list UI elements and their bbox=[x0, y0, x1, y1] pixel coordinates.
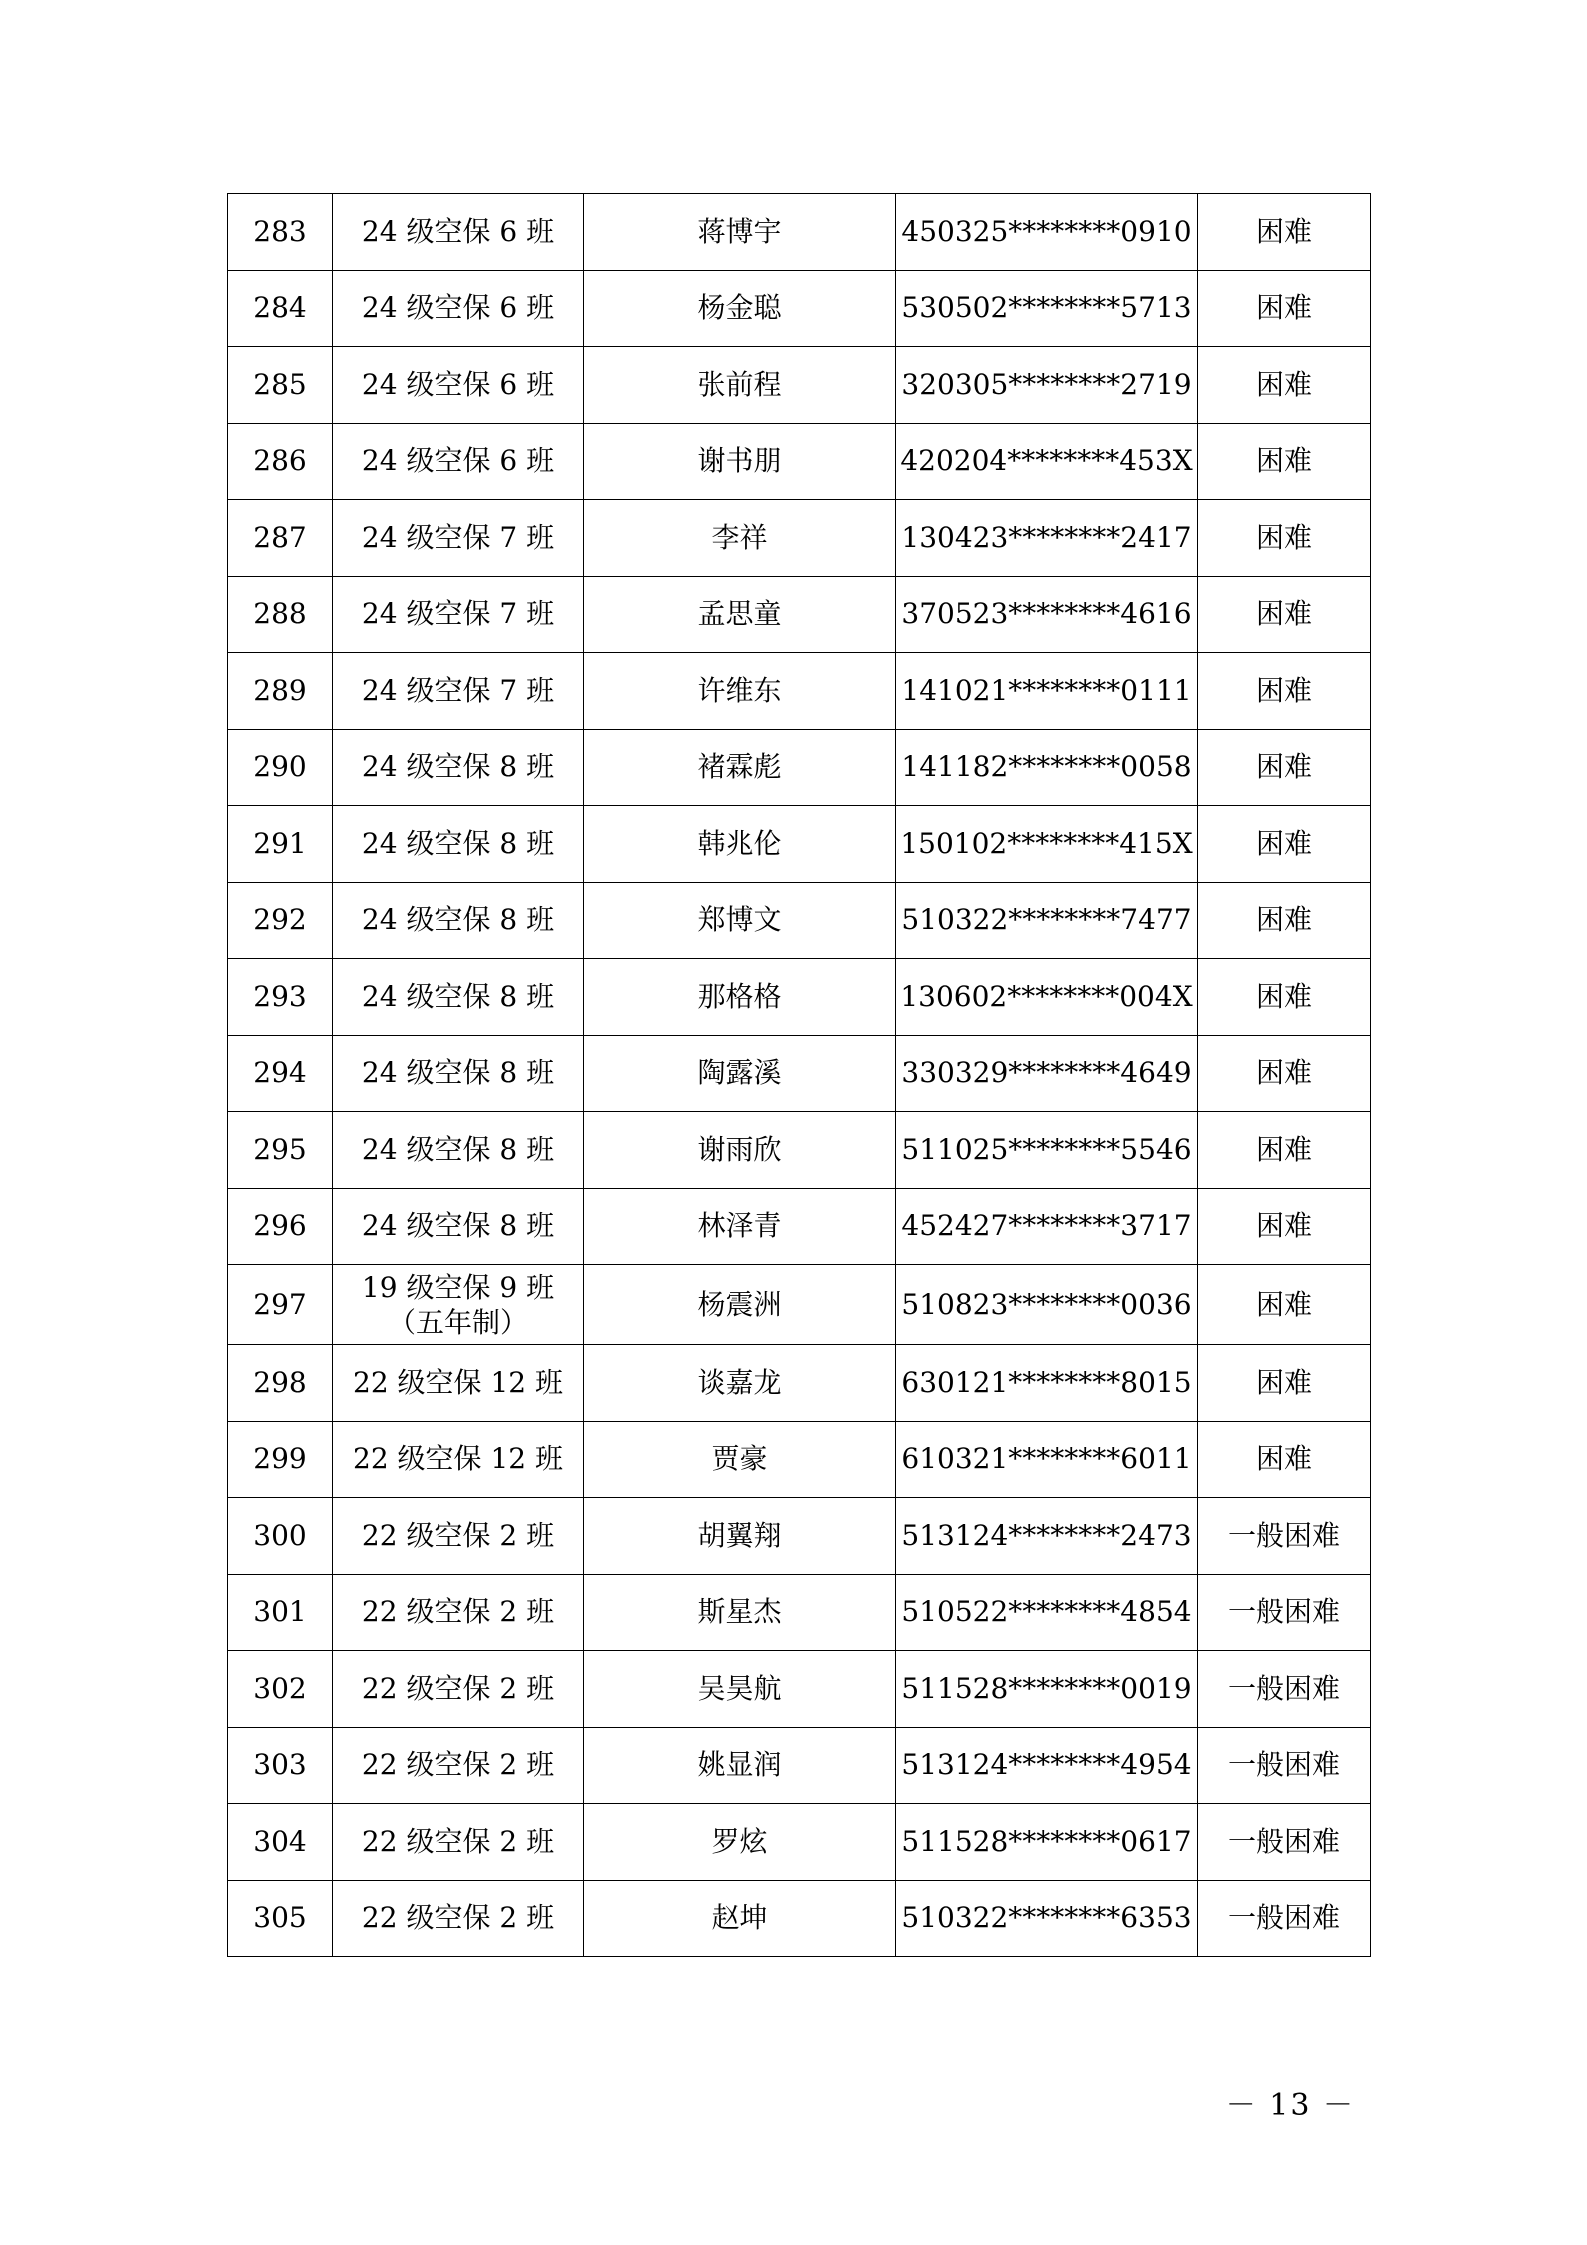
row-number: 292 bbox=[228, 882, 333, 959]
class-cell: 24 级空保 7 班 bbox=[333, 500, 584, 577]
difficulty-level-cell: 困难 bbox=[1198, 1035, 1371, 1112]
table-row bbox=[228, 1574, 1371, 1651]
name-cell: 谢雨欣 bbox=[584, 1112, 896, 1189]
row-number: 296 bbox=[228, 1188, 333, 1265]
difficulty-level-cell: 困难 bbox=[1198, 1421, 1371, 1498]
row-number: 287 bbox=[228, 500, 333, 577]
table-row bbox=[228, 1265, 1371, 1345]
row-number: 290 bbox=[228, 729, 333, 806]
name-cell: 陶露溪 bbox=[584, 1035, 896, 1112]
name-cell: 吴昊航 bbox=[584, 1651, 896, 1728]
class-cell: 24 级空保 8 班 bbox=[333, 1035, 584, 1112]
name-cell: 杨震洲 bbox=[584, 1265, 896, 1345]
table-row bbox=[228, 653, 1371, 730]
id-number-cell: 510322********7477 bbox=[896, 882, 1198, 959]
row-number: 304 bbox=[228, 1804, 333, 1881]
row-number: 297 bbox=[228, 1265, 333, 1345]
class-cell: 22 级空保 2 班 bbox=[333, 1651, 584, 1728]
difficulty-level-cell: 困难 bbox=[1198, 576, 1371, 653]
id-number-cell: 630121********8015 bbox=[896, 1345, 1198, 1422]
name-cell: 韩兆伦 bbox=[584, 806, 896, 883]
row-number: 294 bbox=[228, 1035, 333, 1112]
row-number: 291 bbox=[228, 806, 333, 883]
class-cell: 24 级空保 6 班 bbox=[333, 270, 584, 347]
table-row bbox=[228, 1345, 1371, 1422]
difficulty-level-cell: 困难 bbox=[1198, 347, 1371, 424]
class-cell: 24 级空保 6 班 bbox=[333, 194, 584, 271]
table-row bbox=[228, 806, 1371, 883]
id-number-cell: 510522********4854 bbox=[896, 1574, 1198, 1651]
class-cell: 22 级空保 2 班 bbox=[333, 1498, 584, 1575]
class-cell: 19 级空保 9 班（五年制） bbox=[333, 1265, 584, 1345]
row-number: 298 bbox=[228, 1345, 333, 1422]
row-number: 299 bbox=[228, 1421, 333, 1498]
class-cell: 24 级空保 8 班 bbox=[333, 882, 584, 959]
id-number-cell: 510322********6353 bbox=[896, 1880, 1198, 1957]
row-number: 284 bbox=[228, 270, 333, 347]
row-number: 288 bbox=[228, 576, 333, 653]
roster-body bbox=[228, 194, 1371, 1957]
class-cell: 24 级空保 8 班 bbox=[333, 1188, 584, 1265]
table-row bbox=[228, 959, 1371, 1036]
row-number: 300 bbox=[228, 1498, 333, 1575]
table-row bbox=[228, 1112, 1371, 1189]
id-number-cell: 420204********453X bbox=[896, 423, 1198, 500]
class-cell: 24 级空保 6 班 bbox=[333, 423, 584, 500]
name-cell: 胡翼翔 bbox=[584, 1498, 896, 1575]
difficulty-level-cell: 困难 bbox=[1198, 729, 1371, 806]
difficulty-level-cell: 一般困难 bbox=[1198, 1880, 1371, 1957]
table-row bbox=[228, 270, 1371, 347]
name-cell: 贾豪 bbox=[584, 1421, 896, 1498]
id-number-cell: 610321********6011 bbox=[896, 1421, 1198, 1498]
id-number-cell: 130602********004X bbox=[896, 959, 1198, 1036]
table-row bbox=[228, 729, 1371, 806]
name-cell: 褚霖彪 bbox=[584, 729, 896, 806]
table-row bbox=[228, 1804, 1371, 1881]
difficulty-level-cell: 一般困难 bbox=[1198, 1651, 1371, 1728]
table-row bbox=[228, 882, 1371, 959]
table-row bbox=[228, 1498, 1371, 1575]
class-cell: 22 级空保 2 班 bbox=[333, 1880, 584, 1957]
difficulty-level-cell: 困难 bbox=[1198, 882, 1371, 959]
difficulty-level-cell: 困难 bbox=[1198, 1112, 1371, 1189]
difficulty-level-cell: 困难 bbox=[1198, 1265, 1371, 1345]
row-number: 302 bbox=[228, 1651, 333, 1728]
table-row bbox=[228, 500, 1371, 577]
row-number: 285 bbox=[228, 347, 333, 424]
class-cell: 24 级空保 8 班 bbox=[333, 1112, 584, 1189]
difficulty-level-cell: 困难 bbox=[1198, 959, 1371, 1036]
name-cell: 杨金聪 bbox=[584, 270, 896, 347]
table-row bbox=[228, 1421, 1371, 1498]
row-number: 283 bbox=[228, 194, 333, 271]
class-cell: 24 级空保 7 班 bbox=[333, 653, 584, 730]
name-cell: 谢书朋 bbox=[584, 423, 896, 500]
id-number-cell: 370523********4616 bbox=[896, 576, 1198, 653]
class-cell: 22 级空保 2 班 bbox=[333, 1727, 584, 1804]
row-number: 303 bbox=[228, 1727, 333, 1804]
name-cell: 郑博文 bbox=[584, 882, 896, 959]
row-number: 305 bbox=[228, 1880, 333, 1957]
name-cell: 张前程 bbox=[584, 347, 896, 424]
class-cell: 24 级空保 8 班 bbox=[333, 806, 584, 883]
id-number-cell: 450325********0910 bbox=[896, 194, 1198, 271]
id-number-cell: 130423********2417 bbox=[896, 500, 1198, 577]
table-row bbox=[228, 1188, 1371, 1265]
difficulty-level-cell: 一般困难 bbox=[1198, 1804, 1371, 1881]
id-number-cell: 530502********5713 bbox=[896, 270, 1198, 347]
id-number-cell: 511025********5546 bbox=[896, 1112, 1198, 1189]
name-cell: 蒋博宇 bbox=[584, 194, 896, 271]
difficulty-level-cell: 困难 bbox=[1198, 1188, 1371, 1265]
table-row bbox=[228, 347, 1371, 424]
name-cell: 林泽青 bbox=[584, 1188, 896, 1265]
row-number: 295 bbox=[228, 1112, 333, 1189]
table-row bbox=[228, 576, 1371, 653]
table-row bbox=[228, 1651, 1371, 1728]
id-number-cell: 511528********0019 bbox=[896, 1651, 1198, 1728]
id-number-cell: 513124********2473 bbox=[896, 1498, 1198, 1575]
class-cell: 22 级空保 12 班 bbox=[333, 1421, 584, 1498]
name-cell: 罗炫 bbox=[584, 1804, 896, 1881]
difficulty-level-cell: 困难 bbox=[1198, 1345, 1371, 1422]
class-cell: 24 级空保 8 班 bbox=[333, 959, 584, 1036]
name-cell: 谈嘉龙 bbox=[584, 1345, 896, 1422]
difficulty-level-cell: 一般困难 bbox=[1198, 1574, 1371, 1651]
name-cell: 斯星杰 bbox=[584, 1574, 896, 1651]
difficulty-level-cell: 困难 bbox=[1198, 423, 1371, 500]
table-row bbox=[228, 194, 1371, 271]
name-cell: 孟思童 bbox=[584, 576, 896, 653]
id-number-cell: 452427********3717 bbox=[896, 1188, 1198, 1265]
class-cell: 22 级空保 2 班 bbox=[333, 1804, 584, 1881]
name-cell: 许维东 bbox=[584, 653, 896, 730]
name-cell: 赵坤 bbox=[584, 1880, 896, 1957]
row-number: 293 bbox=[228, 959, 333, 1036]
student-roster-table bbox=[227, 193, 1371, 1957]
difficulty-level-cell: 困难 bbox=[1198, 270, 1371, 347]
id-number-cell: 141021********0111 bbox=[896, 653, 1198, 730]
difficulty-level-cell: 困难 bbox=[1198, 806, 1371, 883]
table-row bbox=[228, 1727, 1371, 1804]
difficulty-level-cell: 困难 bbox=[1198, 653, 1371, 730]
id-number-cell: 330329********4649 bbox=[896, 1035, 1198, 1112]
class-cell: 24 级空保 6 班 bbox=[333, 347, 584, 424]
class-cell: 24 级空保 7 班 bbox=[333, 576, 584, 653]
name-cell: 姚显润 bbox=[584, 1727, 896, 1804]
class-cell: 22 级空保 12 班 bbox=[333, 1345, 584, 1422]
id-number-cell: 141182********0058 bbox=[896, 729, 1198, 806]
page-number: － 13 － bbox=[1225, 2088, 1355, 2123]
class-cell: 24 级空保 8 班 bbox=[333, 729, 584, 806]
difficulty-level-cell: 困难 bbox=[1198, 194, 1371, 271]
row-number: 301 bbox=[228, 1574, 333, 1651]
name-cell: 那格格 bbox=[584, 959, 896, 1036]
row-number: 289 bbox=[228, 653, 333, 730]
id-number-cell: 150102********415X bbox=[896, 806, 1198, 883]
table-row bbox=[228, 423, 1371, 500]
difficulty-level-cell: 一般困难 bbox=[1198, 1498, 1371, 1575]
name-cell: 李祥 bbox=[584, 500, 896, 577]
id-number-cell: 511528********0617 bbox=[896, 1804, 1198, 1881]
id-number-cell: 513124********4954 bbox=[896, 1727, 1198, 1804]
difficulty-level-cell: 一般困难 bbox=[1198, 1727, 1371, 1804]
row-number: 286 bbox=[228, 423, 333, 500]
id-number-cell: 320305********2719 bbox=[896, 347, 1198, 424]
class-cell: 22 级空保 2 班 bbox=[333, 1574, 584, 1651]
difficulty-level-cell: 困难 bbox=[1198, 500, 1371, 577]
table-row bbox=[228, 1035, 1371, 1112]
id-number-cell: 510823********0036 bbox=[896, 1265, 1198, 1345]
table-row bbox=[228, 1880, 1371, 1957]
